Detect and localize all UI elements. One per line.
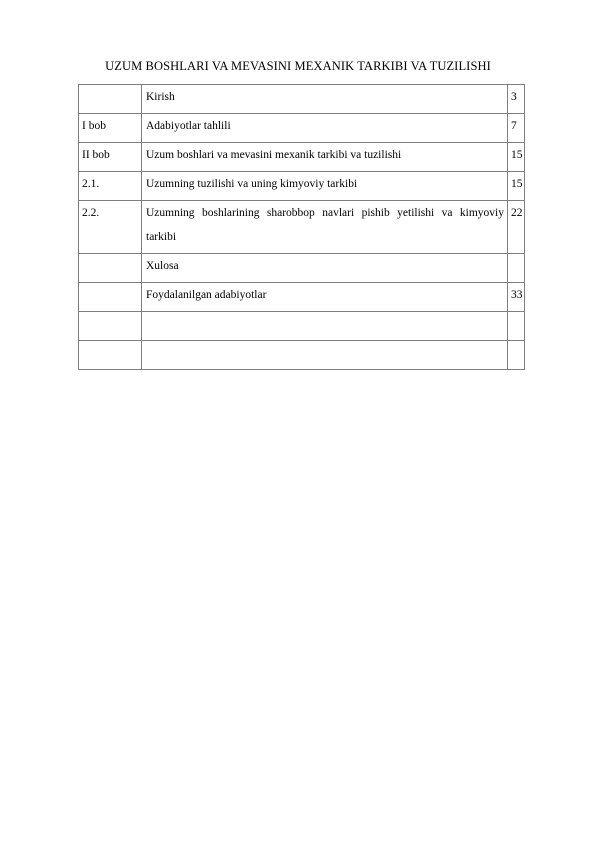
table-of-contents — [78, 84, 525, 370]
toc-section-cell — [79, 85, 142, 114]
toc-page-cell: 15 — [508, 143, 525, 172]
table-row — [79, 172, 525, 201]
toc-title-cell — [142, 312, 508, 341]
toc-title-cell: Uzum boshlari va mevasini mexanik tarkibi va tuzilishi — [142, 143, 508, 172]
toc-section-cell — [79, 283, 142, 312]
toc-page-cell: 15 — [508, 172, 525, 201]
table-row — [79, 312, 525, 341]
toc-title-cell: Foydalanilgan adabiyotlar — [142, 283, 508, 312]
page-title: UZUM BOSHLARI VA MEVASINI MEXANIK TARKIBI VA TUZILISHI — [105, 59, 491, 73]
toc-section-cell — [79, 254, 142, 283]
toc-section-cell: I bob — [79, 114, 142, 143]
table-row — [79, 283, 525, 312]
table-row — [79, 143, 525, 172]
toc-title-cell: Adabiyotlar tahlili — [142, 114, 508, 143]
toc-title-cell: Uzumning boshlarining sharobbop navlari pishib yetilishi va kimyoviy tarkibi — [142, 201, 508, 254]
table-row — [79, 85, 525, 114]
toc-title-cell: Xulosa — [142, 254, 508, 283]
toc-page-cell: 7 — [508, 114, 525, 143]
toc-section-cell — [79, 312, 142, 341]
toc-section-cell: 2.2. — [79, 201, 142, 254]
toc-page-cell: 22 — [508, 201, 525, 254]
table-row — [79, 201, 525, 254]
table-row — [79, 114, 525, 143]
toc-section-cell — [79, 341, 142, 370]
toc-page-cell: 33 — [508, 283, 525, 312]
toc-page-cell: 3 — [508, 85, 525, 114]
table-row — [79, 341, 525, 370]
toc-page-cell — [508, 341, 525, 370]
toc-page-cell — [508, 254, 525, 283]
toc-title-cell: Kirish — [142, 85, 508, 114]
toc-title-cell — [142, 341, 508, 370]
toc-section-cell: II bob — [79, 143, 142, 172]
toc-title-cell: Uzumning tuzilishi va uning kimyoviy tarkibi — [142, 172, 508, 201]
table-row — [79, 254, 525, 283]
toc-section-cell: 2.1. — [79, 172, 142, 201]
toc-page-cell — [508, 312, 525, 341]
